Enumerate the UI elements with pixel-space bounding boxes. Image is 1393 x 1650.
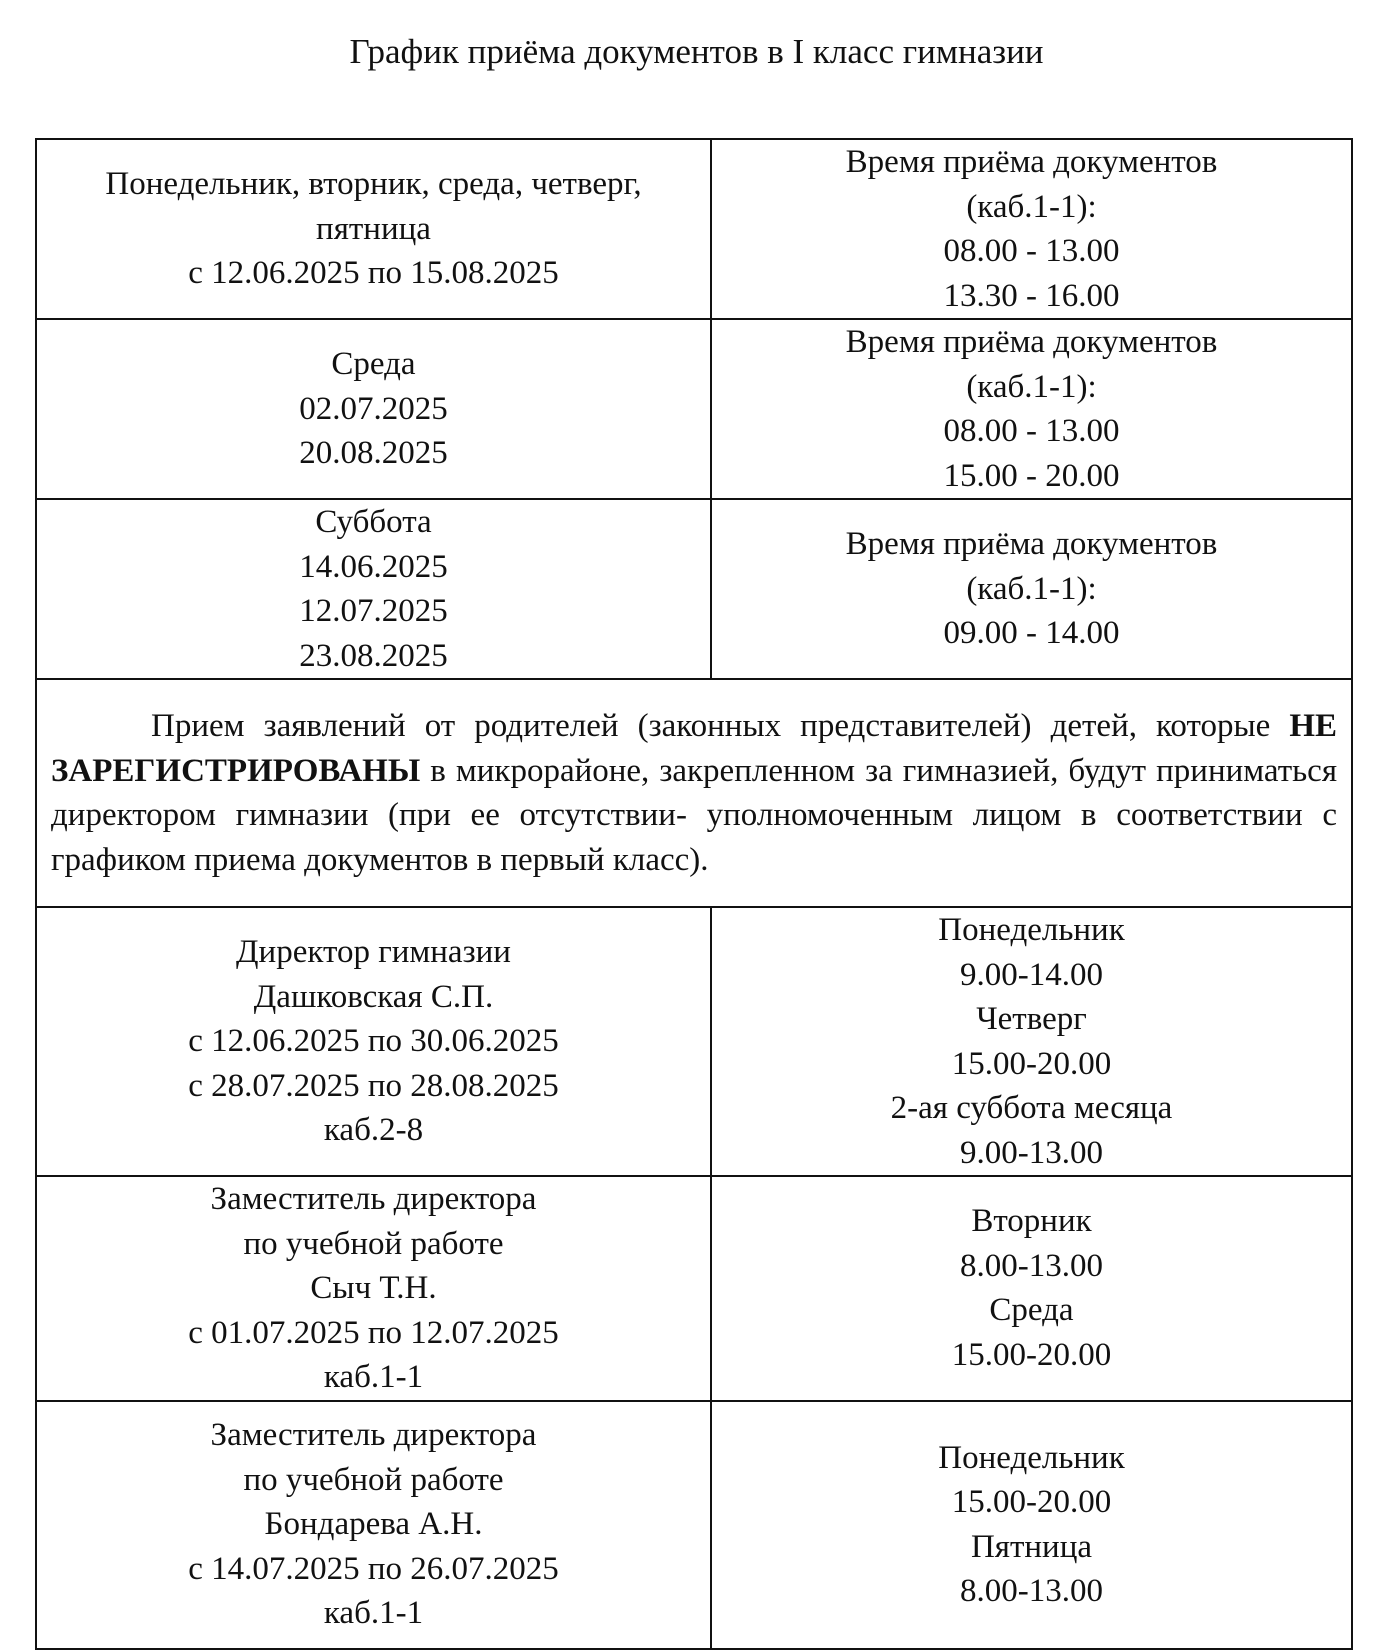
schedule-days-cell — [36, 319, 711, 499]
staff-hours-cell — [711, 1401, 1352, 1649]
cell-line: по учебной работе — [243, 1461, 504, 1498]
cut-off-footer-line — [0, 1624, 1393, 1637]
cell-line: с 14.07.2025 по 26.07.2025 — [188, 1550, 559, 1587]
cell-line: Время приёма документов — [845, 144, 1218, 180]
cell-line: (каб.1-1): — [966, 368, 1097, 405]
cell-line: Четверг — [976, 1001, 1087, 1037]
document-title: График приёма документов в I класс гимназии — [349, 32, 1044, 71]
cell-line: 09.00 - 14.00 — [943, 615, 1120, 652]
notice-cell — [36, 679, 1352, 907]
cell-line: 02.07.2025 — [299, 390, 448, 427]
cell-line: Заместитель директора — [210, 1417, 537, 1454]
cell-line: Среда — [331, 346, 416, 383]
schedule-row — [36, 139, 1352, 319]
staff-row — [36, 1401, 1352, 1649]
cell-line: 13.30 - 16.00 — [943, 277, 1120, 314]
cell-line: 9.00-13.00 — [960, 1134, 1103, 1171]
cell-line: Суббота — [315, 504, 432, 540]
schedule-days-cell — [36, 139, 711, 319]
cell-line: с 12.06.2025 по 15.08.2025 — [188, 255, 559, 292]
notice-text-start: Прием заявлений от родителей (законных представителей) детей, которые — [151, 708, 1271, 744]
schedule-row — [36, 319, 1352, 499]
staff-row — [36, 1176, 1352, 1401]
staff-person-cell — [36, 1401, 711, 1649]
schedule-hours-cell — [711, 319, 1352, 499]
cell-line: Бондарева А.Н. — [264, 1506, 483, 1543]
cell-line: 08.00 - 13.00 — [943, 233, 1120, 269]
cell-line: Понедельник — [938, 1439, 1125, 1476]
schedule-row — [36, 499, 1352, 679]
staff-row — [36, 907, 1352, 1176]
cell-line: 15.00 - 20.00 — [943, 457, 1120, 494]
cell-line: 9.00-14.00 — [960, 956, 1103, 993]
cell-line: 15.00-20.00 — [951, 1484, 1112, 1520]
schedule-hours-cell — [711, 499, 1352, 679]
cell-line: с 01.07.2025 по 12.07.2025 — [188, 1314, 559, 1351]
schedule-hours-cell — [711, 139, 1352, 319]
schedule-table — [35, 138, 1353, 1650]
staff-person-cell — [36, 907, 711, 1176]
cell-line: пятница — [316, 210, 431, 247]
cell-line: с 28.07.2025 по 28.08.2025 — [188, 1067, 559, 1104]
staff-person-cell — [36, 1176, 711, 1401]
cell-line: каб.1-1 — [323, 1359, 424, 1395]
cell-line: 12.07.2025 — [299, 593, 448, 629]
cell-line: Среда — [989, 1292, 1074, 1329]
staff-hours-cell — [711, 1176, 1352, 1401]
cell-line: каб.2-8 — [323, 1112, 424, 1149]
cell-line: 8.00-13.00 — [960, 1247, 1103, 1284]
cell-line: Дашковская С.П. — [253, 978, 494, 1015]
cell-line: 08.00 - 13.00 — [943, 413, 1120, 449]
cell-line: Пятница — [970, 1528, 1093, 1565]
notice-row — [36, 679, 1352, 907]
cell-line: Понедельник, вторник, среда, четверг, — [105, 166, 642, 203]
cell-line: Понедельник — [938, 912, 1125, 948]
notice-text-end: в микрорайоне, закрепленном за гимназией, будут приниматься директором гимназии (при ее отсутствии- уполномоченным лицом в соответствии с графиком приема документов в первый класс). — [51, 752, 1338, 878]
staff-hours-cell — [711, 907, 1352, 1176]
cell-line: 15.00-20.00 — [951, 1045, 1112, 1082]
cell-line: Вторник — [971, 1203, 1092, 1240]
cell-line: каб.1-1 — [323, 1595, 424, 1632]
cell-line: 20.08.2025 — [299, 435, 448, 472]
cell-line: 8.00-13.00 — [960, 1573, 1103, 1609]
schedule-days-cell — [36, 499, 711, 679]
cell-line: (каб.1-1): — [966, 570, 1097, 607]
cell-line: Заместитель директора — [210, 1181, 537, 1217]
cell-line: Время приёма документов — [845, 324, 1218, 360]
cell-line: 23.08.2025 — [299, 637, 448, 674]
notice-emphasis: НЕ ЗАРЕГИСТРИРОВАНЫ — [51, 708, 1337, 789]
cell-line: 15.00-20.00 — [951, 1336, 1112, 1373]
cell-line: Сыч Т.Н. — [310, 1270, 437, 1306]
cell-line: Директор гимназии — [236, 934, 511, 971]
cell-line: 14.06.2025 — [299, 548, 448, 585]
cell-line: (каб.1-1): — [966, 188, 1097, 225]
cell-line: 2-ая суббота месяца — [890, 1090, 1173, 1126]
cell-line: с 12.06.2025 по 30.06.2025 — [188, 1023, 559, 1060]
cell-line: по учебной работе — [243, 1225, 504, 1262]
cell-line: Время приёма документов — [845, 526, 1218, 563]
